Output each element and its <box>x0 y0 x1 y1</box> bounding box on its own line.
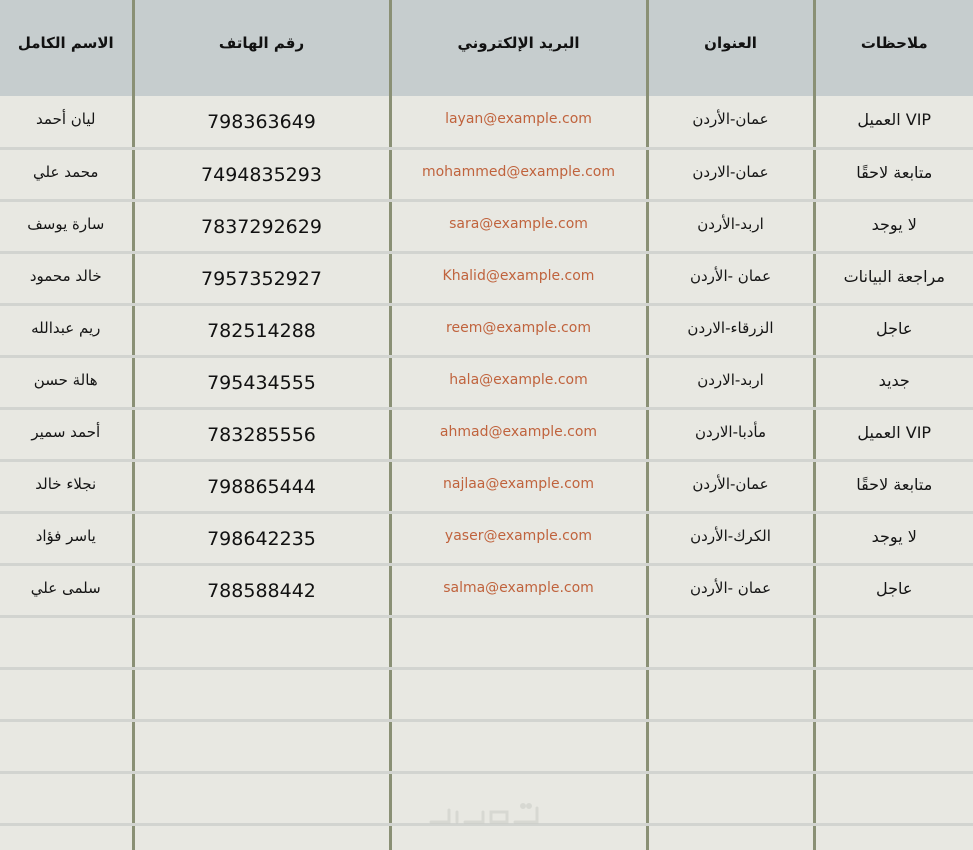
cell-phone[interactable]: 7957352927 <box>133 252 390 304</box>
table-row <box>0 460 973 512</box>
empty-table-row <box>0 616 973 668</box>
cell-phone[interactable]: 795434555 <box>133 356 390 408</box>
empty-cell[interactable] <box>814 824 973 850</box>
header-address[interactable]: العنوان <box>647 0 814 96</box>
empty-cell[interactable] <box>133 668 390 720</box>
cell-address[interactable]: عمان -الأردن <box>647 252 814 304</box>
header-phone[interactable]: رقم الهاتف <box>133 0 390 96</box>
cell-full-name[interactable]: ريم عبدالله <box>0 304 133 356</box>
table-row <box>0 252 973 304</box>
empty-cell[interactable] <box>133 772 390 824</box>
header-notes[interactable]: ملاحظات <box>814 0 973 96</box>
cell-email[interactable]: hala@example.com <box>390 356 647 408</box>
cell-phone[interactable]: 788588442 <box>133 564 390 616</box>
empty-cell[interactable] <box>814 616 973 668</box>
cell-phone[interactable]: 798642235 <box>133 512 390 564</box>
header-email[interactable]: البريد الإلكتروني <box>390 0 647 96</box>
cell-email[interactable]: najlaa@example.com <box>390 460 647 512</box>
cell-address[interactable]: مأدبا-الاردن <box>647 408 814 460</box>
table-row <box>0 564 973 616</box>
empty-cell[interactable] <box>0 824 133 850</box>
cell-email[interactable]: ahmad@example.com <box>390 408 647 460</box>
cell-notes[interactable]: متابعة لاحقًا <box>814 148 973 200</box>
cell-email[interactable]: Khalid@example.com <box>390 252 647 304</box>
empty-cell[interactable] <box>390 668 647 720</box>
cell-email[interactable]: sara@example.com <box>390 200 647 252</box>
cell-phone[interactable]: 798363649 <box>133 96 390 148</box>
cell-address[interactable]: اربد-الاردن <box>647 356 814 408</box>
empty-cell[interactable] <box>390 616 647 668</box>
cell-notes[interactable]: العميل VIP <box>814 408 973 460</box>
cell-phone[interactable]: 783285556 <box>133 408 390 460</box>
table-header <box>0 0 973 96</box>
cell-full-name[interactable]: خالد محمود <box>0 252 133 304</box>
cell-email[interactable]: mohammed@example.com <box>390 148 647 200</box>
empty-cell[interactable] <box>647 616 814 668</box>
cell-notes[interactable]: عاجل <box>814 564 973 616</box>
cell-full-name[interactable]: سلمى علي <box>0 564 133 616</box>
table-row <box>0 408 973 460</box>
empty-cell[interactable] <box>0 772 133 824</box>
empty-cell[interactable] <box>647 720 814 772</box>
cell-notes[interactable]: مراجعة البيانات <box>814 252 973 304</box>
khamsat-watermark-logo <box>427 798 547 838</box>
cell-phone[interactable]: 7837292629 <box>133 200 390 252</box>
cell-address[interactable]: عمان-الاردن <box>647 148 814 200</box>
table-row <box>0 512 973 564</box>
empty-cell[interactable] <box>133 824 390 850</box>
empty-table-row <box>0 668 973 720</box>
empty-cell[interactable] <box>390 720 647 772</box>
empty-table-row <box>0 720 973 772</box>
header-row <box>0 0 973 96</box>
empty-cell[interactable] <box>647 824 814 850</box>
table-row <box>0 200 973 252</box>
cell-notes[interactable]: جديد <box>814 356 973 408</box>
cell-notes[interactable]: متابعة لاحقًا <box>814 460 973 512</box>
cell-notes[interactable]: لا يوجد <box>814 512 973 564</box>
cell-phone[interactable]: 7494835293 <box>133 148 390 200</box>
table-row <box>0 356 973 408</box>
cell-address[interactable]: عمان-الأردن <box>647 460 814 512</box>
cell-full-name[interactable]: ليان أحمد <box>0 96 133 148</box>
cell-full-name[interactable]: هالة حسن <box>0 356 133 408</box>
cell-email[interactable]: salma@example.com <box>390 564 647 616</box>
empty-cell[interactable] <box>814 720 973 772</box>
cell-phone[interactable]: 782514288 <box>133 304 390 356</box>
cell-address[interactable]: الكرك-الأردن <box>647 512 814 564</box>
cell-notes[interactable]: عاجل <box>814 304 973 356</box>
cell-full-name[interactable]: أحمد سمير <box>0 408 133 460</box>
cell-email[interactable]: layan@example.com <box>390 96 647 148</box>
cell-address[interactable]: عمان -الأردن <box>647 564 814 616</box>
table-row <box>0 148 973 200</box>
empty-cell[interactable] <box>647 668 814 720</box>
table-body <box>0 96 973 850</box>
empty-cell[interactable] <box>814 668 973 720</box>
table-row <box>0 304 973 356</box>
empty-cell[interactable] <box>0 720 133 772</box>
cell-email[interactable]: yaser@example.com <box>390 512 647 564</box>
cell-full-name[interactable]: نجلاء خالد <box>0 460 133 512</box>
cell-full-name[interactable]: ياسر فؤاد <box>0 512 133 564</box>
cell-address[interactable]: عمان-الأردن <box>647 96 814 148</box>
cell-address[interactable]: الزرقاء-الاردن <box>647 304 814 356</box>
empty-cell[interactable] <box>133 720 390 772</box>
empty-cell[interactable] <box>647 772 814 824</box>
cell-full-name[interactable]: سارة يوسف <box>0 200 133 252</box>
cell-notes[interactable]: العميل VIP <box>814 96 973 148</box>
empty-cell[interactable] <box>0 668 133 720</box>
cell-phone[interactable]: 798865444 <box>133 460 390 512</box>
empty-cell[interactable] <box>0 616 133 668</box>
empty-cell[interactable] <box>133 616 390 668</box>
cell-email[interactable]: reem@example.com <box>390 304 647 356</box>
cell-notes[interactable]: لا يوجد <box>814 200 973 252</box>
header-full-name[interactable]: الاسم الكامل <box>0 0 133 96</box>
cell-full-name[interactable]: محمد علي <box>0 148 133 200</box>
table-row <box>0 96 973 148</box>
cell-address[interactable]: اربد-الأردن <box>647 200 814 252</box>
empty-cell[interactable] <box>814 772 973 824</box>
